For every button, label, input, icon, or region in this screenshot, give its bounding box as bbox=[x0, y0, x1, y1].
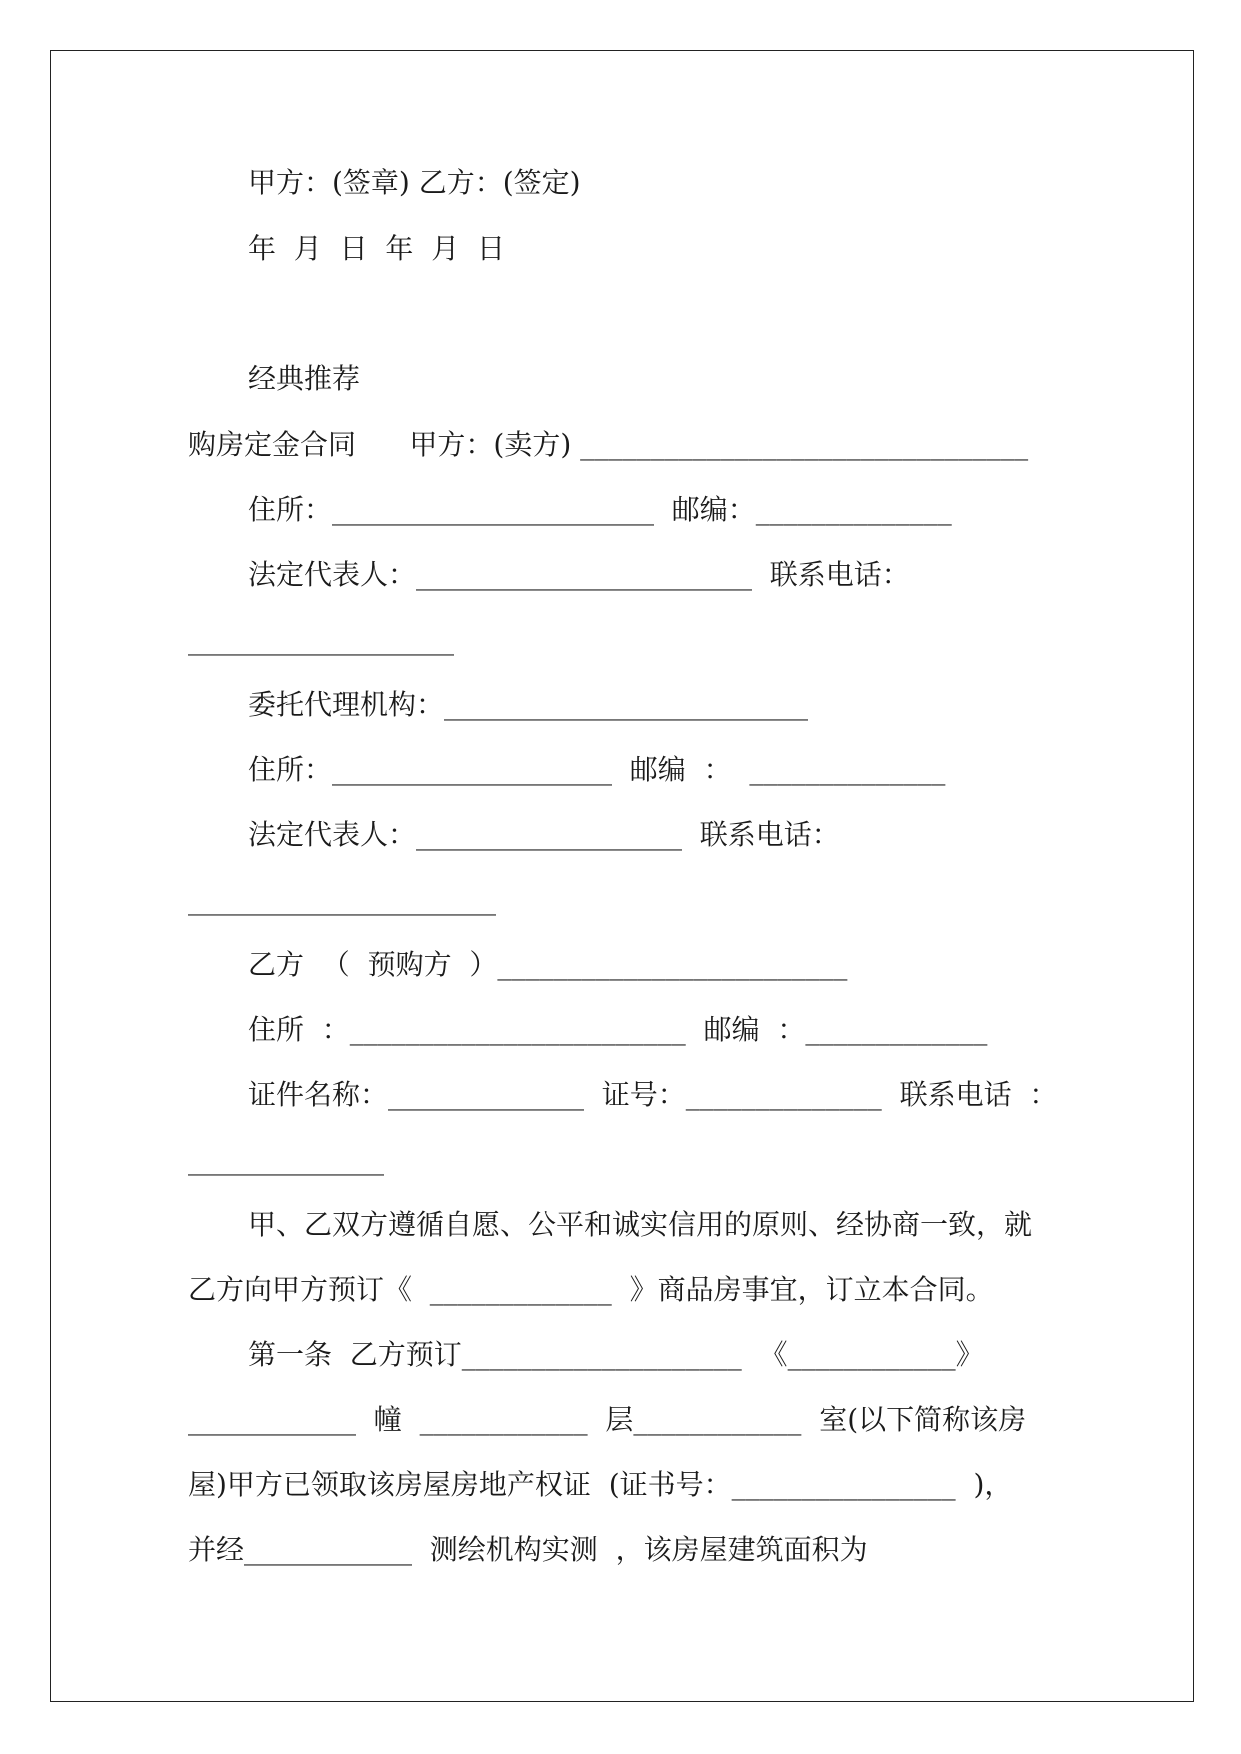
signature-line: 甲方：(签章) 乙方：(签定) bbox=[248, 166, 581, 199]
agent-line: 委托代理机构：__________________________ bbox=[248, 688, 809, 721]
party-b-address-line: 住所 ：________________________ 邮编 ：_____________ bbox=[248, 1013, 988, 1046]
date-line: 年 月 日 年 月 日 bbox=[248, 232, 506, 265]
preamble-line-1: 甲、乙双方遵循自愿、公平和诚实信用的原则、经协商一致，就 bbox=[248, 1208, 1033, 1241]
party-b-phone-blank: ______________ bbox=[188, 1143, 384, 1176]
party-a-address-line: 住所：_______________________ 邮编：______________ bbox=[248, 493, 952, 526]
preamble-line-2: 乙方向甲方预订《 _____________ 》商品房事宜，订立本合同。 bbox=[188, 1273, 994, 1306]
contract-title-line: 购房定金合同 甲方：(卖方) ________________________________ bbox=[188, 428, 1029, 461]
article-1-line-4: 并经____________ 测绘机构实测 ，该房屋建筑面积为 bbox=[188, 1533, 868, 1566]
article-1-line-2: ____________ 幢 ____________ 层____________ 室(以下简称该房 bbox=[188, 1403, 1027, 1436]
page-border bbox=[50, 50, 1194, 1702]
article-1-line-1: 第一条 乙方预订____________________ 《____________》 bbox=[248, 1338, 984, 1371]
agent-phone-blank: ______________________ bbox=[188, 883, 496, 916]
party-a-rep-line: 法定代表人：________________________ 联系电话： bbox=[248, 558, 910, 591]
article-1-line-3: 屋)甲方已领取该房屋房地产权证 (证书号：________________ )， bbox=[188, 1468, 1013, 1501]
party-b-id-line: 证件名称：______________ 证号：______________ 联系电话 ： bbox=[248, 1078, 1058, 1111]
agent-address-line: 住所：____________________ 邮编 ： ______________ bbox=[248, 753, 946, 786]
recommend-heading: 经典推荐 bbox=[248, 362, 361, 395]
party-b-line: 乙方 （ 预购方 ）_________________________ bbox=[248, 948, 848, 981]
agent-rep-line: 法定代表人：___________________ 联系电话： bbox=[248, 818, 840, 851]
party-a-phone-blank: ___________________ bbox=[188, 623, 454, 656]
